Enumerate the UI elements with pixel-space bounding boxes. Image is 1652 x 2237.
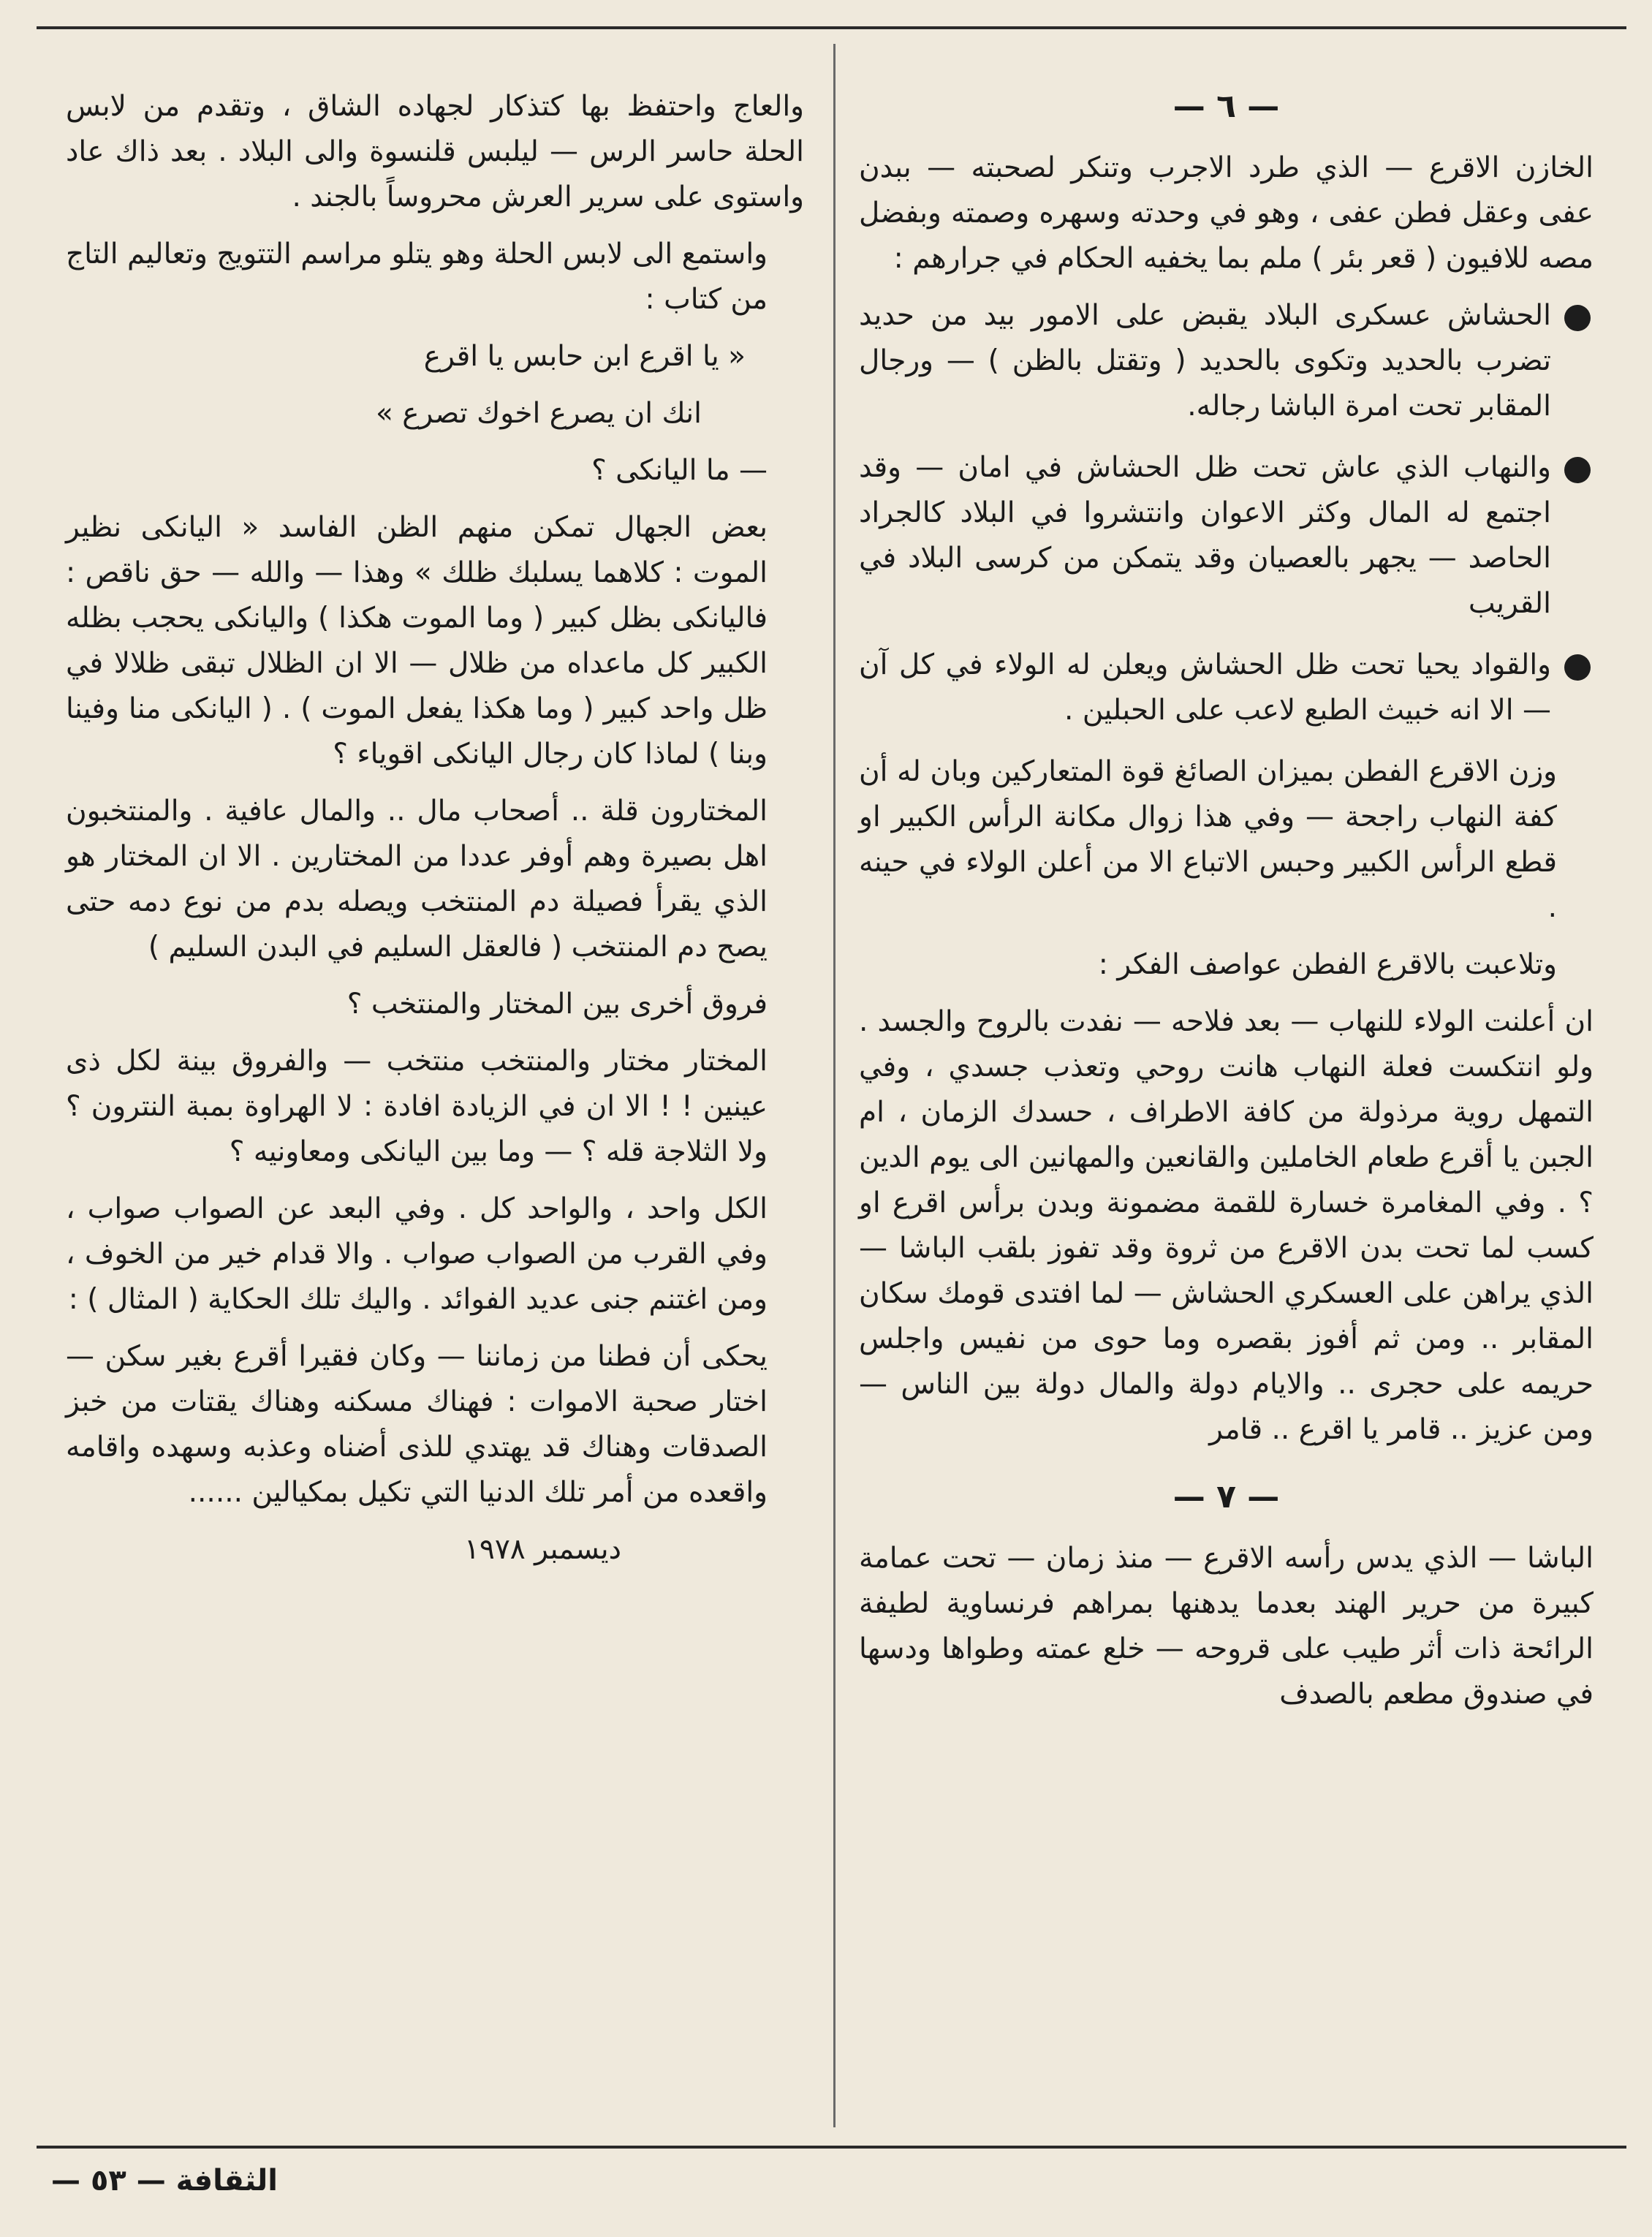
paragraph: المختار مختار والمنتخب منتخب — والفروق بينة لكل ذى عينين ! ! الا ان في الزيادة افادة : لا الهراوة بمبة النترون ؟ ولا الثلاجة قله ؟ — وما بين اليانكى ومعاونيه ؟: [66, 1045, 768, 1168]
paragraph: ان أعلنت الولاء للنهاب — بعد فلاحه — نفدت بالروح والجسد . ولو انتكست فعلة النهاب هانت روحي وتعذب جسدي ، وفي التمهل روية مرذولة من كافة الاطراف ، حسدك الزمان ، ام الجبن يا أقرع طعام الخاملين والقانعين والمهانين الى يوم الدين ؟ . وفي المغامرة خسارة للقمة مضمونة وبدن برأس اقرع او كسب لما تحت بدن الاقرع من ثروة وقد تفوز بلقب الباشا — الذي يراهن على العسكري الحشاش — لما افتدى قومك سكان المقابر .. ومن ثم أفوز بقصره وما حوى من نفيس واجلس حريمه على حجرى .. والايام دولة والمال دولة بين الناس — ومن عزيز .. قامر يا اقرع .. قامر: [859, 1005, 1594, 1446]
section-number-7: — ٧ —: [1172, 1478, 1280, 1515]
paragraph: والعاج واحتفظ بها كتذكار لجهاده الشاق ، وتقدم من لابس الحلة حاسر الرس — ليلبس قلنسوة والى البلاد . بعد ذاك عاد واستوى على سرير العرش محروساً بالجند .: [66, 90, 804, 213]
paragraph: — ما اليانكى ؟: [591, 454, 768, 487]
bullet-text: الحشاش عسكرى البلاد يقبض على الامور بيد من حديد تضرب بالحديد وتكوى بالحديد ( وتقتل بالظن ) — ورجال المقابر تحت امرة الباشا رجاله.: [859, 299, 1551, 423]
column-divider: [833, 44, 836, 2127]
paragraph: يحكى أن فطنا من زماننا — وكان فقيرا أقرع بغير سكن — اختار صحبة الاموات : فهناك مسكنه وهناك يقتات من خبز الصدقات وهناك قد يهتدي للذى أضناه وعذبه وسهده واقامه واقعده من أمر تلك الدنيا التي تكيل بمكيالين ......: [66, 1340, 768, 1509]
paragraph: الخازن الاقرع — الذي طرد الاجرب وتنكر لصحبته — ببدن عفى وعقل فطن عفى ، وهو في وحدته وسهره وصمته وبفضل مصه للافيون ( قعر بئر ) ملم بما يخفيه الحكام في جرارهم :: [859, 151, 1594, 275]
bullet-item: [859, 445, 1594, 627]
bullet-dot-icon: [1564, 457, 1591, 483]
bottom-rule: [37, 2146, 1626, 2149]
paragraph: بعض الجهال تمكن منهم الظن الفاسد « اليانكى نظير الموت : كلاهما يسلبك ظلك » وهذا — والله — حق ناقص : فاليانكى بظل كبير ( وما الموت هكذا ) واليانكى يحجب بظله الكبير كل ماعداه من ظلال — الا ان الظلال تبقى ظلالا في ظل واحد كبير ( وما هكذا يفعل الموت ) . ( اليانكى منا وفينا وبنا ) لماذا كان رجال اليانكى اقوياء ؟: [66, 511, 768, 771]
bullet-text: والنهاب الذي عاش تحت ظل الحشاش في امان — وقد اجتمع له المال وكثر الاعوان وانتشروا في البلاد كالجراد الحاصد — يجهر بالعصيان وقد يتمكن من كرسى البلاد في القريب: [859, 451, 1551, 620]
paragraph: الكل واحد ، والواحد كل . وفي البعد عن الصواب صواب ، وفي القرب من الصواب صواب . والا قدام خير من الخوف ، ومن اغتنم جنى عديد الفوائد . واليك تلك الحكاية ( المثال ) :: [66, 1192, 768, 1316]
bullet-dot-icon: [1564, 654, 1591, 681]
poem-line: « يا اقرع ابن حابس يا اقرع: [423, 340, 746, 373]
left-column: [66, 84, 804, 1584]
paragraph: فروق أخرى بين المختار والمنتخب ؟: [346, 988, 768, 1021]
paragraph: الباشا — الذي يدس رأسه الاقرع — منذ زمان — تحت عمامة كبيرة من حرير الهند بعدما يدهنها بمراهم فرنساوية لطيفة الرائحة ذات أثر طيب على قروحه — خلع عمته وطواها ودسها في صندوق مطعم بالصدف: [859, 1542, 1594, 1711]
right-column: [859, 84, 1594, 1729]
section-number-6: — ٦ —: [1172, 88, 1280, 125]
paragraph: المختارون قلة .. أصحاب مال .. والمال عافية . والمنتخبون اهل بصيرة وهم أوفر عددا من المختارين . الا ان المختار هو الذي يقرأ فصيلة دم المنتخب ويصله بدم من نوع دمه حتى يصح دم المنتخب ( فالعقل السليم في البدن السليم ): [66, 795, 768, 964]
date-line: ديسمبر ١٩٧٨: [463, 1533, 621, 1566]
paragraph: وزن الاقرع الفطن بميزان الصائغ قوة المتعاركين وبان له أن كفة النهاب راجحة — وفي هذا زوال مكانة الرأس الكبير او قطع الرأس الكبير وحبس الاتباع الا من أعلن الولاء في حينه .: [859, 755, 1557, 924]
top-rule: [37, 26, 1626, 29]
bullet-item: [859, 293, 1594, 429]
bullet-item: [859, 643, 1594, 733]
bullet-dot-icon: [1564, 305, 1591, 331]
paragraph: وتلاعبت بالاقرع الفطن عواصف الفكر :: [1098, 948, 1557, 981]
paragraph: واستمع الى لابس الحلة وهو يتلو مراسم التتويج وتعاليم التاج من كتاب :: [66, 238, 768, 316]
bullet-text: والقواد يحيا تحت ظل الحشاش ويعلن له الولاء في كل آن — الا انه خبيث الطبع لاعب على الحبلين .: [859, 648, 1551, 727]
page-footer: الثقافة — ٥٣ —: [51, 2164, 278, 2198]
poem-line: انك ان يصرع اخوك تصرع »: [375, 397, 702, 430]
